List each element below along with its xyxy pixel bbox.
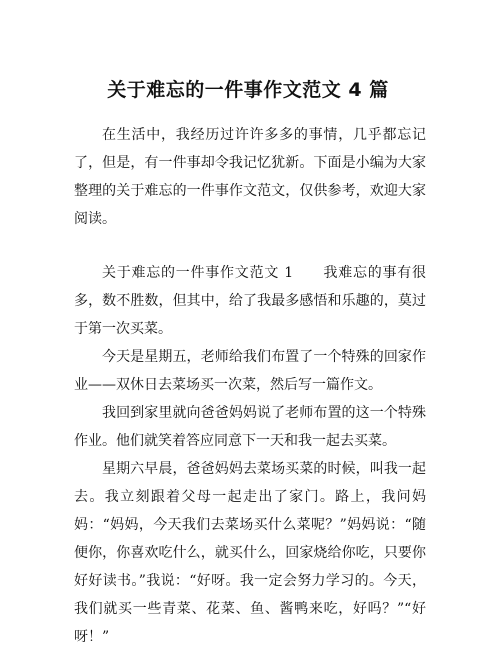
body-paragraph: 今天是星期五，老师给我们布置了一个特殊的回家作业——双休日去菜场买一次菜，然后写一篇作文。 [74, 349, 426, 393]
intro-paragraph: 在生活中，我经历过许许多多的事情，几乎都忘记了，但是，有一件事却令我记忆犹新。下面是小编为大家整理的关于难忘的一件事作文范文，仅供参考，欢迎大家阅读。 [74, 127, 426, 227]
document-body [74, 121, 426, 651]
body-paragraph: 我回到家里就向爸爸妈妈说了老师布置的这一个特殊作业。他们就笑着答应同意下一天和我一起去买菜。 [74, 405, 426, 449]
document-title: 关于难忘的一件事作文范文 4 篇 [107, 79, 389, 101]
body-paragraph: 星期六早晨，爸爸妈妈去菜场买菜的时候，叫我一起去。我立刻跟着父母一起走出了家门。路上，我问妈妈：“妈妈，今天我们去菜场买什么菜呢？”妈妈说：“随便你，你喜欢吃什么，就买什么，回家烧给你吃，只要你好好读书。”我说：“好呀。我一定会努力学习的。今天，我们就买一些青菜、花菜、鱼、酱鸭来吃，好吗？”“好呀！” [74, 461, 426, 645]
essay-1-opening-paragraph: 关于难忘的一件事作文范文 1 我难忘的事有很多，数不胜数，但其中，给了我最多感悟和乐趣的，莫过于第一次买菜。 [74, 265, 426, 337]
